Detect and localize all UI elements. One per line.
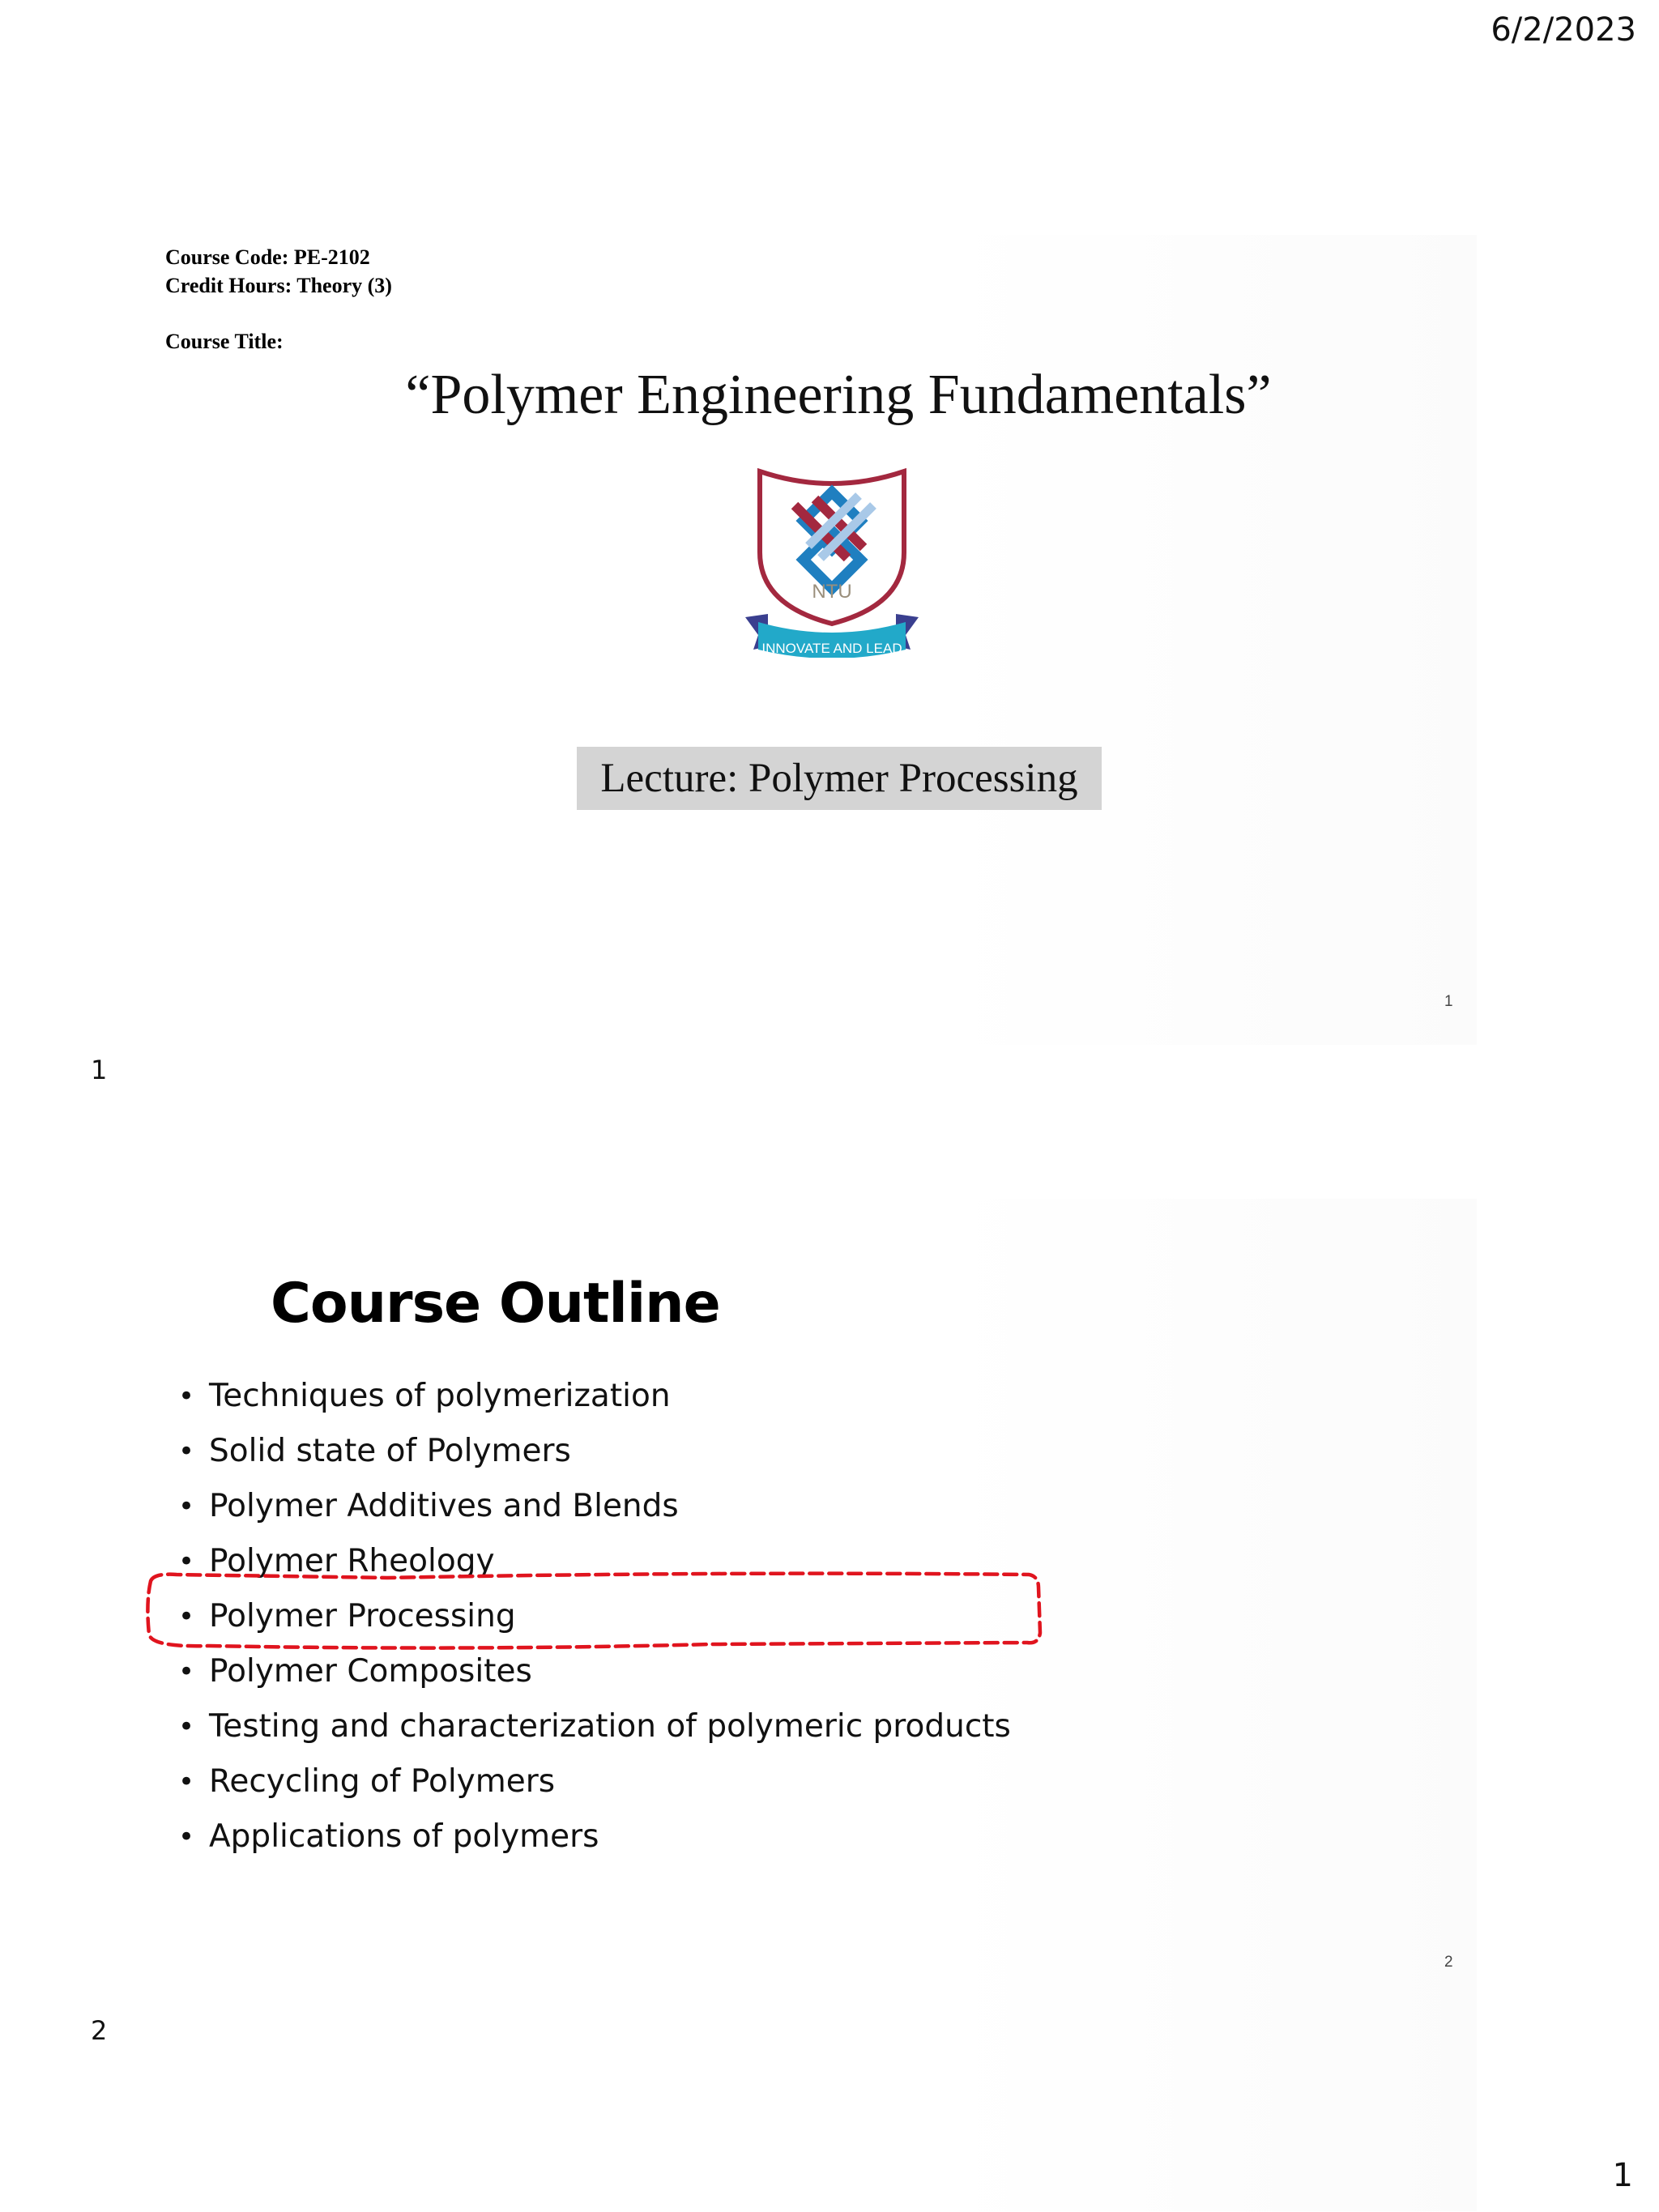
course-title: “Polymer Engineering Fundamentals”	[405, 364, 1272, 426]
bullet: •	[178, 1435, 195, 1468]
outline-item: • Applications of polymers	[178, 1809, 1011, 1865]
lecture-title-box	[577, 747, 1102, 810]
slide-2-label: 2	[91, 2015, 108, 2046]
bullet: •	[178, 1600, 195, 1633]
outline-item: • Solid state of Polymers	[178, 1424, 1011, 1479]
outline-item: • Recycling of Polymers	[178, 1754, 1011, 1809]
ntu-logo	[744, 463, 920, 658]
ntu-shield-logo-icon	[744, 463, 920, 658]
outline-item: • Polymer Additives and Blends	[178, 1479, 1011, 1534]
course-code: Course Code: PE-2102	[165, 245, 370, 269]
course-outline-heading: Course Outline	[271, 1272, 720, 1336]
logo-text: NTU	[812, 581, 852, 603]
slide-1-label: 1	[91, 1055, 108, 1085]
outline-item: • Polymer Composites	[178, 1644, 1011, 1699]
slide-2-number: 2	[1444, 1954, 1453, 1971]
course-title-label: Course Title:	[165, 330, 284, 353]
bullet: •	[178, 1490, 195, 1523]
bullet: •	[178, 1766, 195, 1798]
outline-item: • Testing and characterization of polymeric products	[178, 1699, 1011, 1754]
lecture-title: Lecture: Polymer Processing	[600, 756, 1078, 801]
outline-item-highlighted: • Polymer Processing	[178, 1589, 1011, 1644]
handout-page-number: 1	[1612, 2157, 1633, 2194]
slide-1-number: 1	[1444, 993, 1453, 1010]
bullet: •	[178, 1821, 195, 1853]
outline-item: • Polymer Rheology	[178, 1534, 1011, 1589]
bullet: •	[178, 1380, 195, 1413]
bullet: •	[178, 1545, 195, 1578]
bullet: •	[178, 1656, 195, 1688]
bullet: •	[178, 1711, 195, 1743]
dashed-highlight-outline	[144, 1570, 1043, 1651]
outline-item: • Techniques of polymerization	[178, 1369, 1011, 1424]
credit-hours: Credit Hours: Theory (3)	[165, 274, 392, 297]
handout-date: 6/2/2023	[1491, 11, 1636, 49]
logo-motto: INNOVATE AND LEAD	[761, 641, 902, 656]
